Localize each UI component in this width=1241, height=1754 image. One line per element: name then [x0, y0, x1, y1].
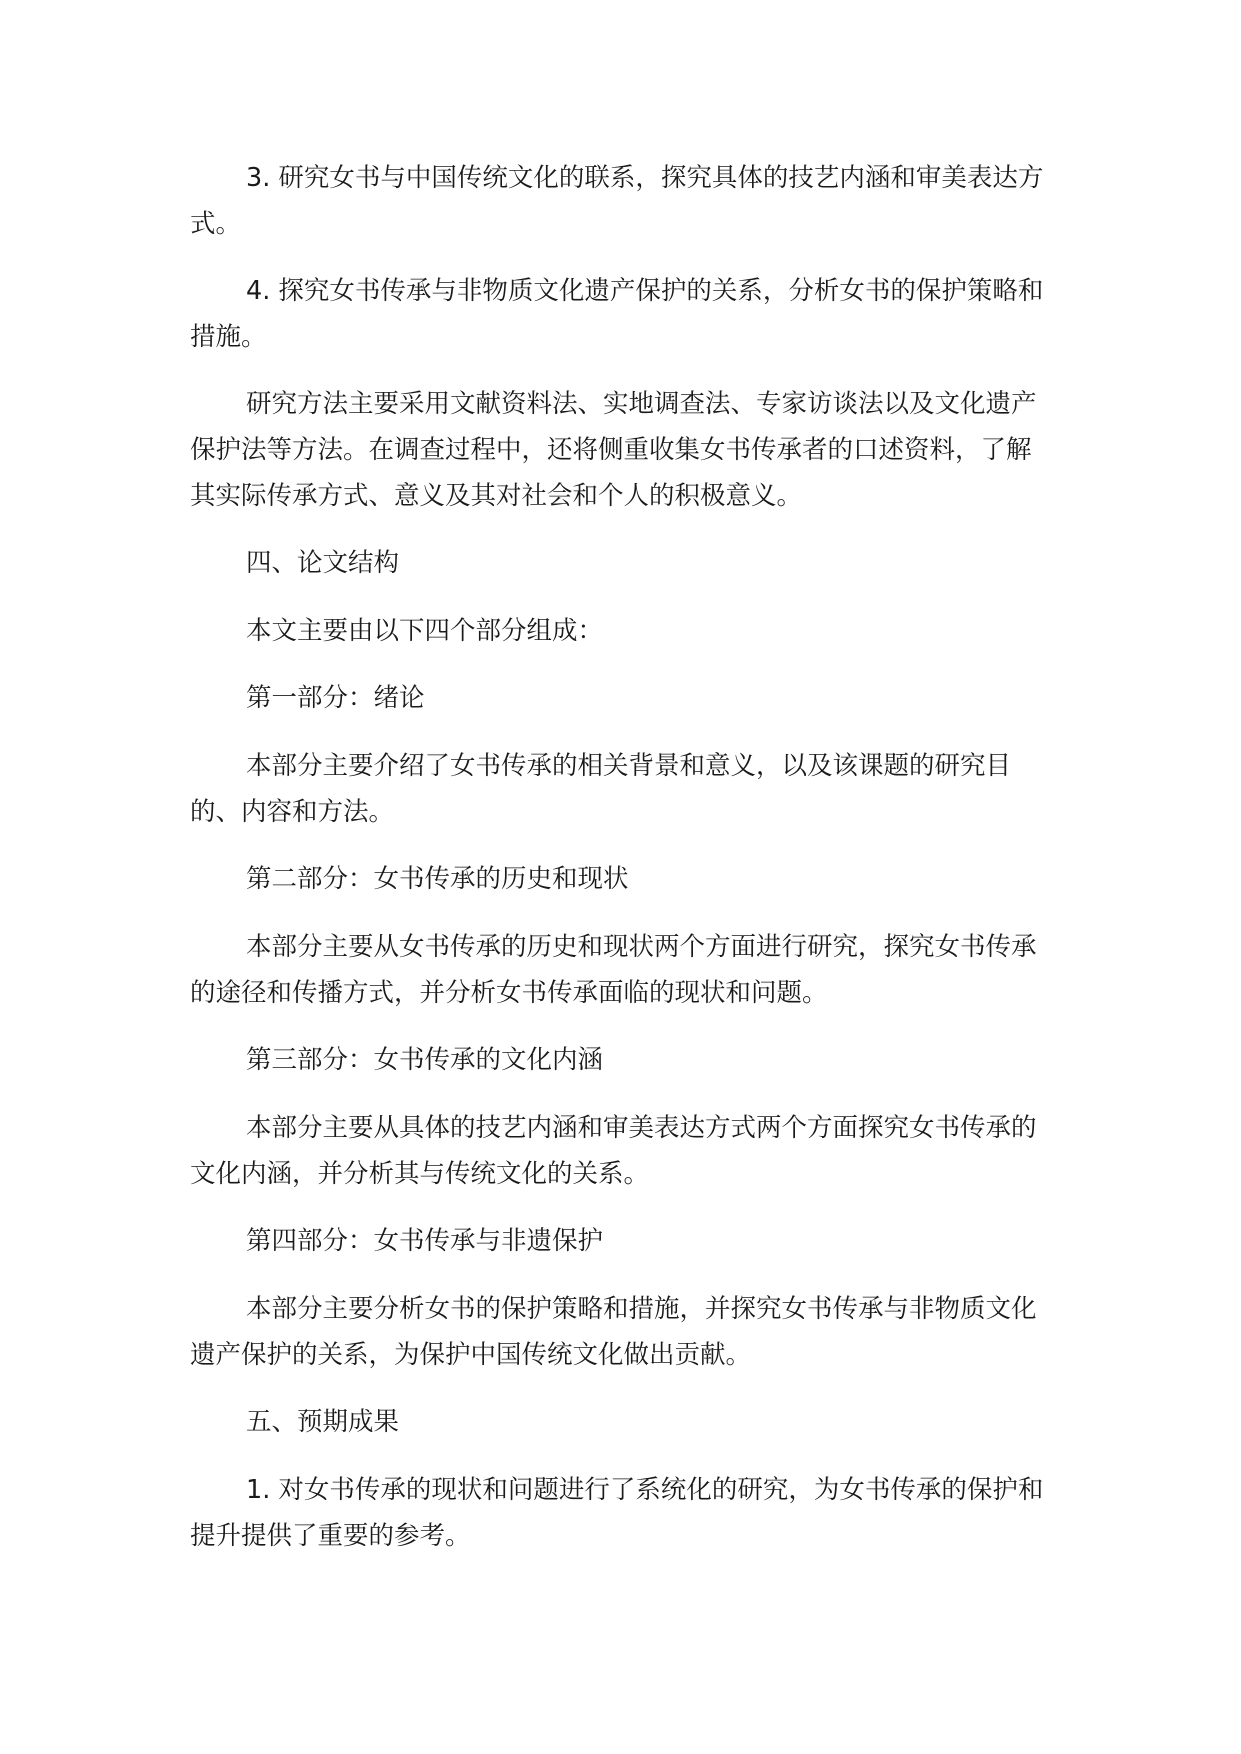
- paragraph-research-content-item-4: 4. 探究女书传承与非物质文化遗产保护的关系，分析女书的保护策略和措施。: [190, 276, 1044, 352]
- document-body: [190, 155, 1050, 1580]
- part-3-body: 本部分主要从具体的技艺内涵和审美表达方式两个方面探究女书传承的文化内涵，并分析其与传统文化的关系。: [190, 1113, 1037, 1189]
- paragraph-research-methods: 研究方法主要采用文献资料法、实地调查法、专家访谈法以及文化遗产保护法等方法。在调查过程中，还将侧重收集女书传承者的口述资料，了解其实际传承方式、意义及其对社会和个人的积极意义。: [190, 389, 1037, 511]
- part-4-body: 本部分主要分析女书的保护策略和措施，并探究女书传承与非物质文化遗产保护的关系，为保护中国传统文化做出贡献。: [190, 1294, 1037, 1370]
- paragraph-research-content-item-3: 3. 研究女书与中国传统文化的联系，探究具体的技艺内涵和审美表达方式。: [190, 163, 1044, 239]
- part-4-title: 第四部分：女书传承与非遗保护: [246, 1226, 604, 1256]
- part-1-title: 第一部分：绪论: [246, 683, 425, 713]
- part-2-title: 第二部分：女书传承的历史和现状: [246, 864, 629, 894]
- section-heading-thesis-structure: 四、论文结构: [246, 548, 400, 578]
- section-heading-expected-results: 五、预期成果: [246, 1407, 400, 1437]
- part-1-body: 本部分主要介绍了女书传承的相关背景和意义，以及该课题的研究目的、内容和方法。: [190, 751, 1012, 827]
- paragraph-structure-intro: 本文主要由以下四个部分组成：: [246, 616, 604, 646]
- part-3-title: 第三部分：女书传承的文化内涵: [246, 1045, 604, 1075]
- part-2-body: 本部分主要从女书传承的历史和现状两个方面进行研究，探究女书传承的途径和传播方式，并分析女书传承面临的现状和问题。: [190, 932, 1037, 1008]
- paragraph-expected-result-1: 1. 对女书传承的现状和问题进行了系统化的研究，为女书传承的保护和提升提供了重要的参考。: [190, 1475, 1044, 1551]
